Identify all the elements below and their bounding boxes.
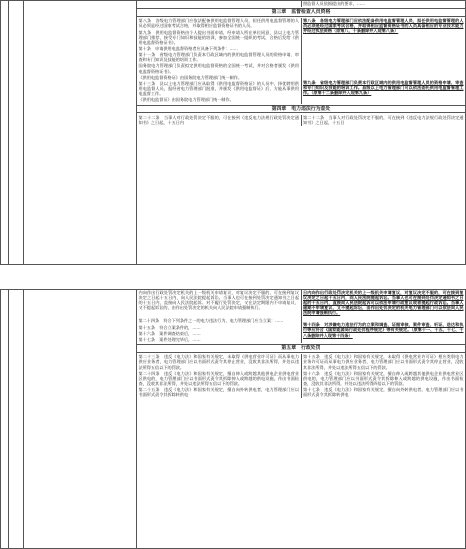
- left-para: 第十七条 案件处理完毕后，……: [138, 337, 201, 343]
- left-para: 国务院电力管理部门负责拟定供用电监督资格的全国统一考试，并对合格者颁发《供用电监督资格证书》。: [138, 63, 299, 74]
- right-para: 第十六条 违反《电力法》和国家有关规定，擅自伸入或跨越其他供电企业供电营业区供电的，电力管理部门应以书面形式责令其拆除伸入或跨越的供电设施，作出书面检查，没收其非法所得，并处以违法所得四倍以下的罚款。: [303, 370, 464, 386]
- notes-cell: [24, 290, 137, 549]
- right-para: 第二十二条 当事人对行政处罚决定不服的，可在接到《违反电力法规行政处罚决定通知书》之日起，十五日: [303, 114, 464, 125]
- right-para: 第八条 各级电力管理部门应依法配备供用电监督管理人员，担任供用电监督管理的人员必须是经过国家考试合格，并取得相应监督资格证书的人员具备相应的专业技术能力并经过执法资格（原第八、十条删除并入现第八条）: [303, 18, 464, 34]
- left-para: 第二十五条 违反《电力法》和国家有关规定，擅自向外转供电者，电力管理部门应以书面形式责令其拆除转供电: [138, 387, 299, 398]
- document-page-top: [0, 0, 466, 265]
- left-para: 第十六条 案件调查结束后，……: [138, 330, 201, 336]
- left-para: 第十一条 省级电力管理部门负责本行政区域内的供用电监督管理人员的资格申请、审查和专门知识及技能的培训工作。: [138, 52, 299, 63]
- left-para: 第九条 供用电监督资格由个人提出书面申请，经申请人所在单位同意，县以上电力管理部门推荐，接受专门知识和技能的培训，参加全国统一组织的考试，合格后发给《供用电监督资格证书》。: [138, 29, 299, 45]
- row-number-cell: [1, 290, 9, 549]
- original-text-column: [137, 18, 301, 103]
- comparison-table-top: [0, 0, 466, 265]
- right-para: 第十四条 对涉嫌电力违法行为的立案和调查、证据审核、案件审查、听证、送达和执行等应符合《国家能源局行政处罚程序规定》等有关规定。（原第十一、十五、十七、十八条删除并入现第十四条）: [303, 322, 464, 338]
- right-para: 第十七条 违反《电力法》和国家有关规定，擅自向外转供电者，电力管理部门应以书面形式责令其拆除转供电: [303, 387, 464, 398]
- right-para: 第九条 省级电力管理部门负责本行政区域内的供用电监督管理人员的资格申请、审查和专门知识及技能的培训工作。县级以上电力管理部门可以依法委托供用电监督管理工作。（原第十二条删除并入现第九条）: [303, 79, 464, 95]
- original-text-column: [137, 290, 301, 343]
- left-para: 第二十二条 当事人对行政处罚决定不服的，可在接到《违反电力法规行政处罚决定通知书》之日起，十五日内: [138, 114, 299, 125]
- left-para: 第十三条 县以上电力管理部门应从取得《供用电监督资格证》的人员中，择优聘用供用电监督人员，报经省电力管理部门批准，并颁发《供用电监督证》后，方能从事供用电监督工作。: [138, 80, 299, 97]
- left-para: 《供用电监督证》由国务院电力管理部门统一制作。: [138, 97, 234, 103]
- page-gap: [0, 265, 466, 289]
- left-para: 第二十四条 违反《电力法》和国家有关规定，擅自伸入或跨越其他供电企业供电营业区供电的，电力管理部门应以书面形式责令其拆除伸入或跨越的供电设施，作出书面检查，没收其非法所得，并处以违法所得五倍以下的罚款。: [138, 370, 299, 386]
- left-para: 《供用电监督资格证》由国务院电力管理部门统一制作。: [138, 74, 243, 80]
- content-cell: [137, 1, 466, 265]
- revised-text-column: [301, 290, 466, 343]
- right-para: 第十五条 违反《电力法》和国家有关规定，未取得《供电营业许可证》相应类别电力业务许可证而从事电力供应业务者，电力管理部门应以书面形式责令其停止营业，没收其非法所得，并处以违法所得五倍以下的罚款。: [303, 354, 464, 370]
- row-number-cell: [1, 1, 9, 265]
- chapter-4-title: 第四章 电力违法行为查处: [137, 105, 465, 114]
- left-para: 内向作出行政处罚决定机关的上一级机关申请复议，对复议决定不服的，可在接到复议决定之日起十五日内，向人民法院提起诉讼。当事人也可在接到处罚决定通知书之日起的十五日内，直接向人民法院起诉。对不履行处罚决定，又在法定期限内不申请复议、又不提起诉讼的，由作出处罚决定的机关向人民法院申请强制执行。: [138, 290, 299, 311]
- comparison-table-bottom: [0, 289, 466, 549]
- content-cell: [137, 290, 466, 549]
- chapter-3-title: 第三章 监督检查人员资格: [137, 8, 465, 17]
- document-page-bottom: [0, 289, 466, 549]
- revised-text-column: [301, 18, 466, 103]
- left-para: 第二十三条 违反《电力法》和国家有关规定，未取得《供电营业许可证》而从事电力供应业务者，电力管理部门应以书面形式责令其停止营业，没收其非法所得，并处以违法所得五倍以下的罚款。: [138, 354, 299, 370]
- notes-cell: [24, 1, 137, 265]
- left-para: 第十五条 符合立案条件的，……: [138, 324, 201, 330]
- left-para: 第十条 申请供用电监督资格者应具备下列条件：……: [138, 45, 238, 51]
- category-cell: [9, 1, 24, 265]
- category-cell: [9, 290, 24, 549]
- left-para: 第二十四条 符合下列条件之一的电力违法行为，电力管理部门应当立案：……: [138, 318, 284, 324]
- chapter-5-title: 第五章 行政处罚: [137, 344, 465, 353]
- intro-text: 照监督人员依据提出的要求，……: [303, 1, 366, 6]
- left-para: 第八条 各级电力管理部门应依法配备供用电监督管理人员，担任供用电监督管理的人员必须是经过国家考试合格，并取得相应监督资格证书的人员。: [138, 18, 299, 29]
- right-para: 日内向作出行政处罚决定机关的上一级机关申请复议，对复议决定不服的，可在接到复议决定之日起十五日内，向人民法院提起诉讼。当事人也可在接到处罚决定通知书之日起的十五日内，直接向人民法院起诉可以依法申请行政复议或者提起行政诉讼。当事人逾期不申请复议、又不提起诉讼，由作出处罚决定的机关电力管理部门可以依法向人民法院申请强制执行。: [303, 290, 464, 316]
